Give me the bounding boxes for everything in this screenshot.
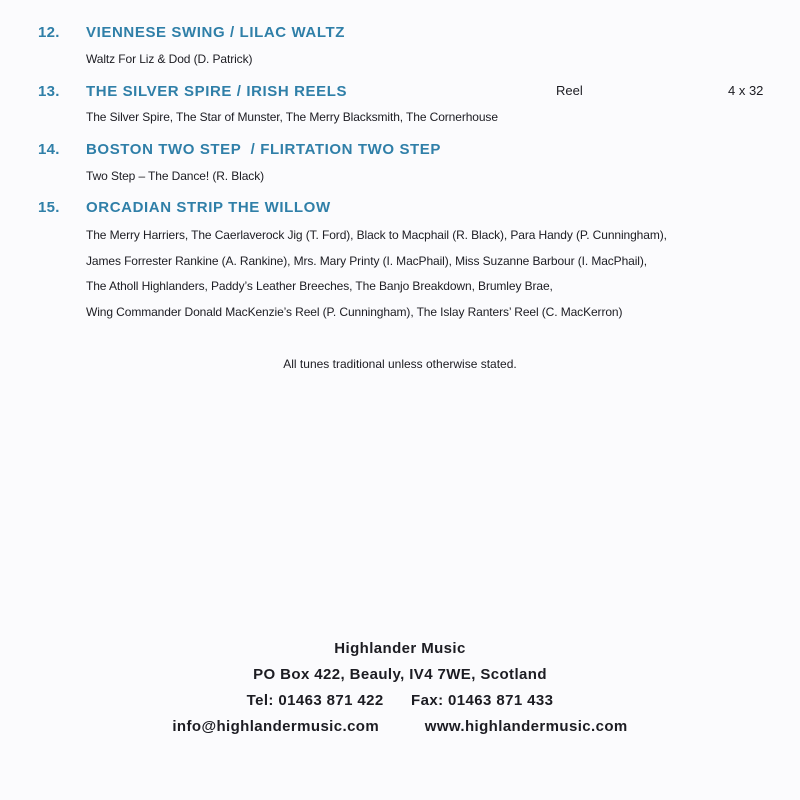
tune-line: The Merry Harriers, The Caerlaverock Jig (T. Ford), Black to Macphail (R. Black), Para Handy (P. Cunningham), (86, 228, 667, 242)
track-title: THE SILVER SPIRE / IRISH REELS (86, 83, 348, 100)
company-name: Highlander Music (334, 640, 466, 657)
track-title: BOSTON TWO STEP / FLIRTATION TWO STEP (86, 141, 442, 158)
postal-address: PO Box 422, Beauly, IV4 7WE, Scotland (253, 666, 547, 683)
traditional-note: All tunes traditional unless otherwise stated. (283, 357, 517, 371)
track-title: ORCADIAN STRIP THE WILLOW (86, 199, 331, 216)
tune-line: The Atholl Highlanders, Paddy’s Leather Breeches, The Banjo Breakdown, Brumley Brae, (86, 279, 553, 293)
track-number: 15. (38, 199, 60, 216)
dance-type: Reel (556, 83, 583, 98)
track-number: 14. (38, 141, 60, 158)
track-number: 12. (38, 24, 60, 41)
tune-line: Two Step – The Dance! (R. Black) (86, 169, 264, 183)
tune-line: Waltz For Liz & Dod (D. Patrick) (86, 52, 253, 66)
tune-line: Wing Commander Donald MacKenzie’s Reel (P. Cunningham), The Islay Ranters’ Reel (C. MacKerron) (86, 305, 623, 319)
phone-fax: Tel: 01463 871 422 Fax: 01463 871 433 (246, 692, 554, 709)
track-number: 13. (38, 83, 60, 100)
tune-line: James Forrester Rankine (A. Rankine), Mrs. Mary Printy (I. MacPhail), Miss Suzanne Barbour (I. MacPhail), (86, 254, 648, 268)
tune-line: The Silver Spire, The Star of Munster, The Merry Blacksmith, The Cornerhouse (86, 110, 498, 124)
track-title: VIENNESE SWING / LILAC WALTZ (86, 24, 346, 41)
bar-count: 4 x 32 (728, 83, 764, 98)
email-website: info@highlandermusic.com www.highlandermusic.com (172, 718, 628, 735)
